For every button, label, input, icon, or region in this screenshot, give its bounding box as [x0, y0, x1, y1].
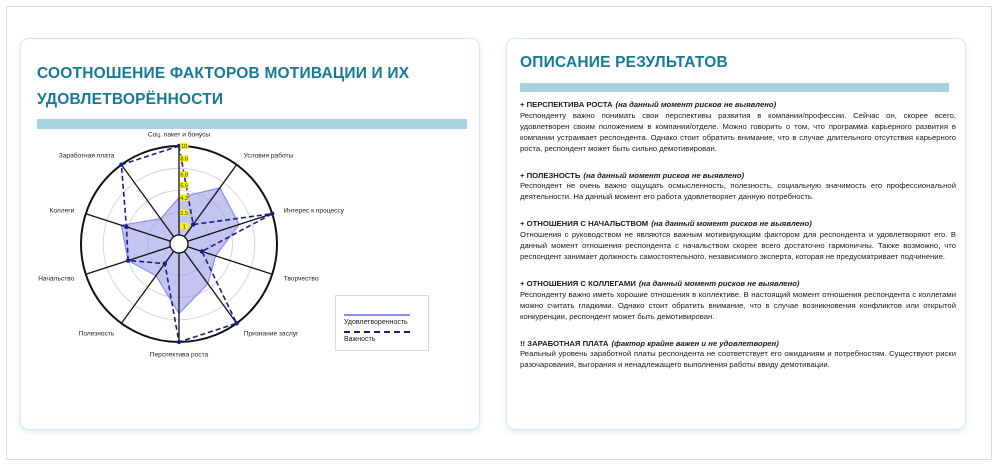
result-description: Отношения с руководством не являются важным мотивирующим фактором для респондента и удовлетворяют его. В данный момент отношения респондента с начальством скорее всего достаточно гармоничны. Также возможно, что респондент занимает должность самостоятельного, независимого эксперта, которая не предусматривает подчинение. — [520, 230, 956, 261]
axis-label: Перспектива роста — [149, 351, 209, 359]
result-item-growth — [520, 100, 956, 155]
axis-label: Заработная плата — [58, 152, 115, 160]
axis-label: Коллеги — [49, 207, 75, 215]
result-heading: + ПОЛЕЗНОСТЬ — [520, 170, 581, 180]
legend-label-satisfaction: Удовлетворенность — [344, 319, 408, 326]
result-heading: + ПЕРСПЕКТИВА РОСТА — [520, 100, 613, 109]
chart-legend — [335, 295, 429, 351]
radial-tick-label: 4.2 — [180, 195, 189, 202]
axis-label: Интерес к процессу — [283, 207, 344, 215]
radial-tick-label: 1 — [182, 224, 186, 231]
importance-point — [270, 212, 274, 216]
result-description: Респондент не очень важно ощущать осмысленность, полезность, социальную значимость его профессиональной деятельности. На данный момент его работа удовлетворяет данную потребность. — [520, 181, 956, 202]
results-list — [520, 100, 956, 387]
legend-label-importance: Важность — [344, 336, 376, 343]
result-heading: + ОТНОШЕНИЯ С НАЧАЛЬСТВОМ — [520, 219, 649, 229]
legend-swatch-importance — [344, 331, 410, 333]
axis-label: Условия работы — [243, 152, 294, 160]
radar-inner-ring — [170, 235, 188, 253]
chart-card-title: СООТНОШЕНИЕ ФАКТОРОВ МОТИВАЦИИ И ИХ УДОВЛЕТВОРЁННОСТИ — [37, 65, 410, 108]
result-item-management — [520, 219, 956, 263]
result-item-usefulness — [520, 171, 956, 204]
result-risk-note: (на данный момент рисков не выявлено) — [583, 170, 745, 180]
title-underline-bar — [520, 83, 949, 92]
radial-tick-label: 10 — [181, 144, 188, 151]
importance-point — [119, 163, 123, 167]
radial-tick-label: 8.6 — [180, 156, 189, 163]
result-description: Реальный уровень заработной платы респондента не соответствует его ожиданиям и потребностям. Существуют риски разочарования, выгорания и ненадлежащего выполнения работы ввиду демотивации. — [520, 349, 956, 370]
axis-label: Творчество — [283, 275, 319, 283]
importance-point — [234, 321, 238, 325]
result-description: Респонденту важно иметь хорошие отношения в коллективе. В настоящий момент отношения респондента с коллегами можно считать гладкими. Однако стоит обратить внимание, что в случае возникновения конфликтов или открытой конкуренции, респондент может быть демотивирован. — [520, 289, 956, 321]
axis-label: Признание заслуг — [243, 330, 299, 338]
result-heading: !! ЗАРАБОТНАЯ ПЛАТА — [520, 338, 609, 348]
importance-point — [200, 249, 204, 253]
result-risk-note: (на данный момент рисков не выявлено) — [638, 278, 800, 288]
radial-tick — [180, 171, 189, 178]
result-item-salary — [520, 339, 956, 372]
axis-label: Начальство — [38, 275, 75, 283]
importance-point — [126, 258, 130, 262]
radial-tick-label: 2.5 — [180, 210, 189, 217]
radial-tick — [180, 143, 189, 150]
motivation-chart-card — [20, 38, 480, 430]
results-description-card — [506, 38, 966, 430]
results-card-title: ОПИСАНИЕ РЕЗУЛЬТАТОВ — [520, 54, 728, 71]
result-description: Респонденту важно понимать свои перспективы развития в компании/профессии. Сейчас он, скорее всего, удовлетворен своим положением в компании/отделе. Можно говорить о том, что программа карьерного развития в компании устраивает респондента. Однако стоит обратить внимание, что в случае длительного отсутствия карьерного роста, респондент может быть сильно демотивирован. — [520, 110, 956, 153]
motivation-radar-chart — [21, 39, 481, 431]
axis-label: Соц. пакет и бонусы — [147, 131, 211, 139]
importance-point — [191, 222, 195, 226]
result-item-colleagues — [520, 279, 956, 323]
radial-tick-label: 5.6 — [180, 183, 189, 190]
radial-tick-label: 6.8 — [180, 172, 189, 179]
result-risk-note: (на данный момент рисков не выявлено) — [651, 219, 812, 229]
result-heading: + ОТНОШЕНИЯ С КОЛЛЕГАМИ — [520, 278, 636, 288]
result-risk-note: (на данный момент рисков не выявлено) — [615, 100, 777, 109]
radial-tick — [180, 182, 189, 189]
axis-label: Полезность — [78, 330, 115, 338]
radial-tick — [180, 155, 189, 162]
result-risk-note: (фактор крайне важен и не удовлетворен) — [611, 338, 779, 348]
importance-point — [177, 340, 181, 344]
importance-point — [124, 225, 128, 229]
radial-tick — [180, 223, 189, 230]
importance-point — [163, 261, 167, 265]
radial-tick — [180, 210, 189, 217]
radial-tick — [180, 194, 189, 201]
legend-swatch-satisfaction — [344, 314, 410, 316]
